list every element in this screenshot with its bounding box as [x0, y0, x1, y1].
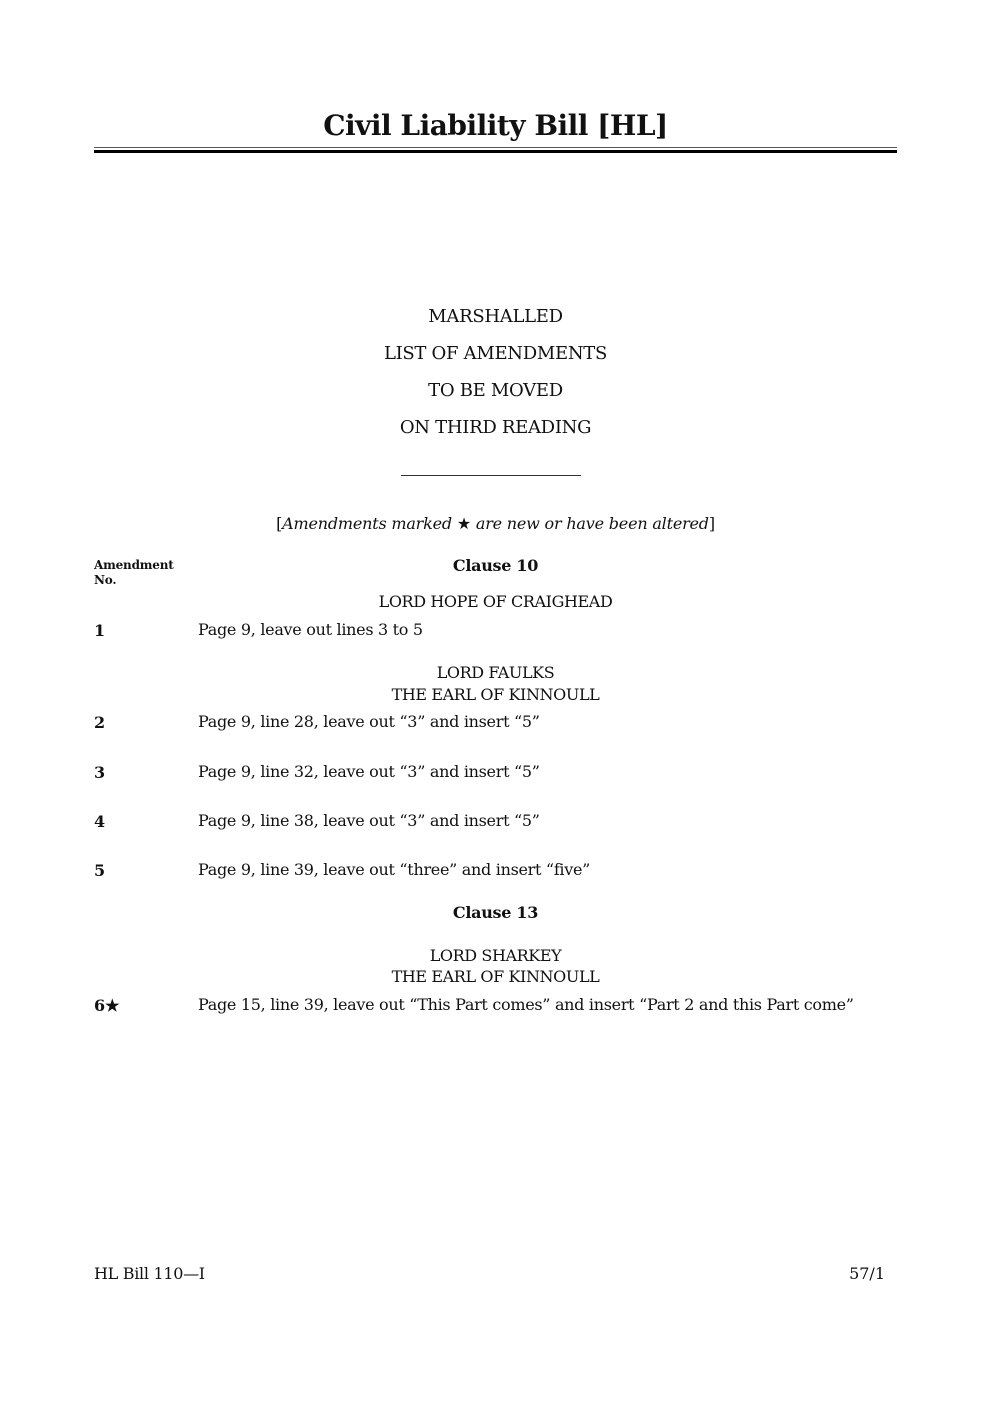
heading-line-to-be-moved: TO BE MOVED	[428, 380, 563, 401]
amendment-number: 2	[94, 713, 106, 732]
amendment-number: 1	[94, 621, 106, 640]
member-name: LORD SHARKEY	[429, 946, 562, 965]
member-name: LORD HOPE OF CRAIGHEAD	[378, 592, 613, 611]
column-header-line1: Amendment	[94, 558, 174, 572]
star-icon: ★	[456, 514, 471, 533]
page-reference: 57/1	[849, 1264, 885, 1283]
amendment-text: Page 9, line 38, leave out “3” and insert “5”	[198, 811, 540, 830]
amendment-text: Page 9, leave out lines 3 to 5	[198, 620, 423, 639]
section-divider	[401, 475, 581, 476]
member-name: THE EARL OF KINNOULL	[391, 685, 600, 704]
amendment-text: Page 9, line 28, leave out “3” and insert “5”	[198, 712, 540, 731]
member-name: THE EARL OF KINNOULL	[391, 967, 600, 986]
heading-line-list-of-amendments: LIST OF AMENDMENTS	[383, 343, 608, 364]
note-open-bracket: [	[276, 514, 283, 533]
amendment-text: Page 9, line 39, leave out “three” and insert “five”	[198, 860, 591, 879]
amendment-number: 4	[94, 812, 106, 831]
amendment-text: Page 9, line 32, leave out “3” and insert “5”	[198, 762, 540, 781]
title-rule-thin	[94, 147, 897, 148]
amendment-number: 5	[94, 861, 106, 880]
column-header-line2: No.	[94, 573, 117, 587]
note-text-before: Amendments marked	[282, 514, 457, 533]
bill-title: Civil Liability Bill [HL]	[323, 109, 668, 142]
member-name: LORD FAULKS	[436, 663, 555, 682]
clause-heading: Clause 13	[452, 903, 539, 922]
heading-line-marshalled: MARSHALLED	[428, 306, 563, 327]
amendments-note	[94, 512, 897, 536]
amendment-number: 3	[94, 763, 106, 782]
clause-heading: Clause 10	[452, 556, 539, 575]
note-text-after: are new or have been altered	[470, 514, 709, 533]
heading-line-third-reading: ON THIRD READING	[399, 417, 592, 438]
note-close-bracket: ]	[708, 514, 715, 533]
amendment-text: Page 15, line 39, leave out “This Part comes” and insert “Part 2 and this Part come”	[198, 995, 854, 1014]
title-rule-thick	[94, 150, 897, 153]
bill-reference: HL Bill 110—I	[94, 1264, 205, 1283]
amendment-number: 6★	[94, 996, 120, 1015]
